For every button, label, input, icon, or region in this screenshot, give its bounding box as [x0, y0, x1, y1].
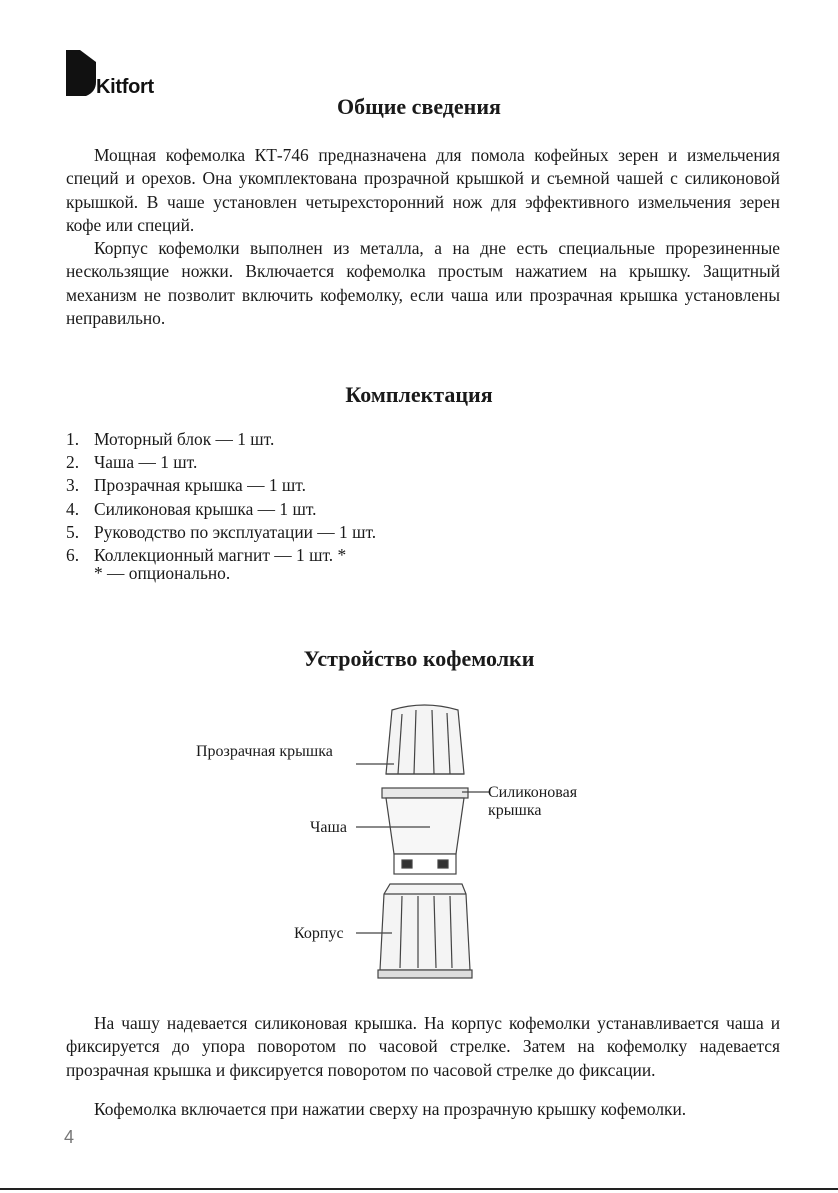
section-title-contents: Комплектация — [345, 382, 493, 407]
grinder-diagram — [180, 696, 610, 996]
body-illustration — [378, 884, 472, 978]
device-paragraph-1: На чашу надевается силиконовая крышка. На корпус кофемолки устанавливается чаша и фиксируется до упора поворотом по часовой стрелке. Затем на кофемолку надевается прозрачная крышка и фиксируется поворотом по часовой стрелке до фиксации. — [66, 1013, 780, 1080]
transparent-lid-illustration — [386, 705, 464, 774]
list-item: 4. Силиконовая крышка — 1 шт. — [66, 498, 317, 519]
list-item: 3. Прозрачная крышка — 1 шт. — [66, 475, 306, 496]
label-silicone-lid-line1: Силиконовая — [488, 784, 578, 801]
section-title-general: Общие сведения — [337, 94, 501, 119]
general-paragraph-1: Мощная кофемолка КТ-746 предназначена для помола кофейных зерен и измельчения специй и орехов. Она укомплектована прозрачной крышкой и съемной чашей с силиконовой крышкой. В чаше установлен четырехсторонний нож для эффективного измельчения зерен кофе или специй. — [66, 145, 780, 236]
list-item: 5. Руководство по эксплуатации — 1 шт. — [66, 521, 377, 542]
list-item: 6. Коллекционный магнит — 1 шт. * — [66, 545, 347, 566]
general-paragraph-2: Корпус кофемолки выполнен из металла, а на дне есть специальные прорезиненные нескользящие ножки. Включается кофемолка простым нажатием на крышку. Защитный механизм не позволит включить кофемолку, если чаша или прозрачная крышка установлены неправильно. — [66, 238, 780, 329]
brand-name: Kitfort — [96, 76, 154, 98]
device-paragraph-2: Кофемолка включается при нажатии сверху на прозрачную крышку кофемолки. — [94, 1099, 687, 1119]
label-transparent-lid: Прозрачная крышка — [196, 743, 333, 760]
label-body: Корпус — [294, 925, 344, 942]
list-item: 1. Моторный блок — 1 шт. — [66, 429, 275, 449]
label-bowl: Чаша — [310, 819, 347, 836]
bowl-illustration — [382, 788, 468, 874]
page-number: 4 — [64, 1127, 75, 1147]
label-silicone-lid-line2: крышка — [488, 802, 542, 819]
optional-note: * — опционально. — [94, 563, 231, 583]
section-title-device: Устройство кофемолки — [303, 646, 535, 671]
contents-list — [66, 428, 376, 567]
bottom-divider — [0, 1188, 838, 1190]
list-item: 2. Чаша — 1 шт. — [66, 452, 198, 473]
